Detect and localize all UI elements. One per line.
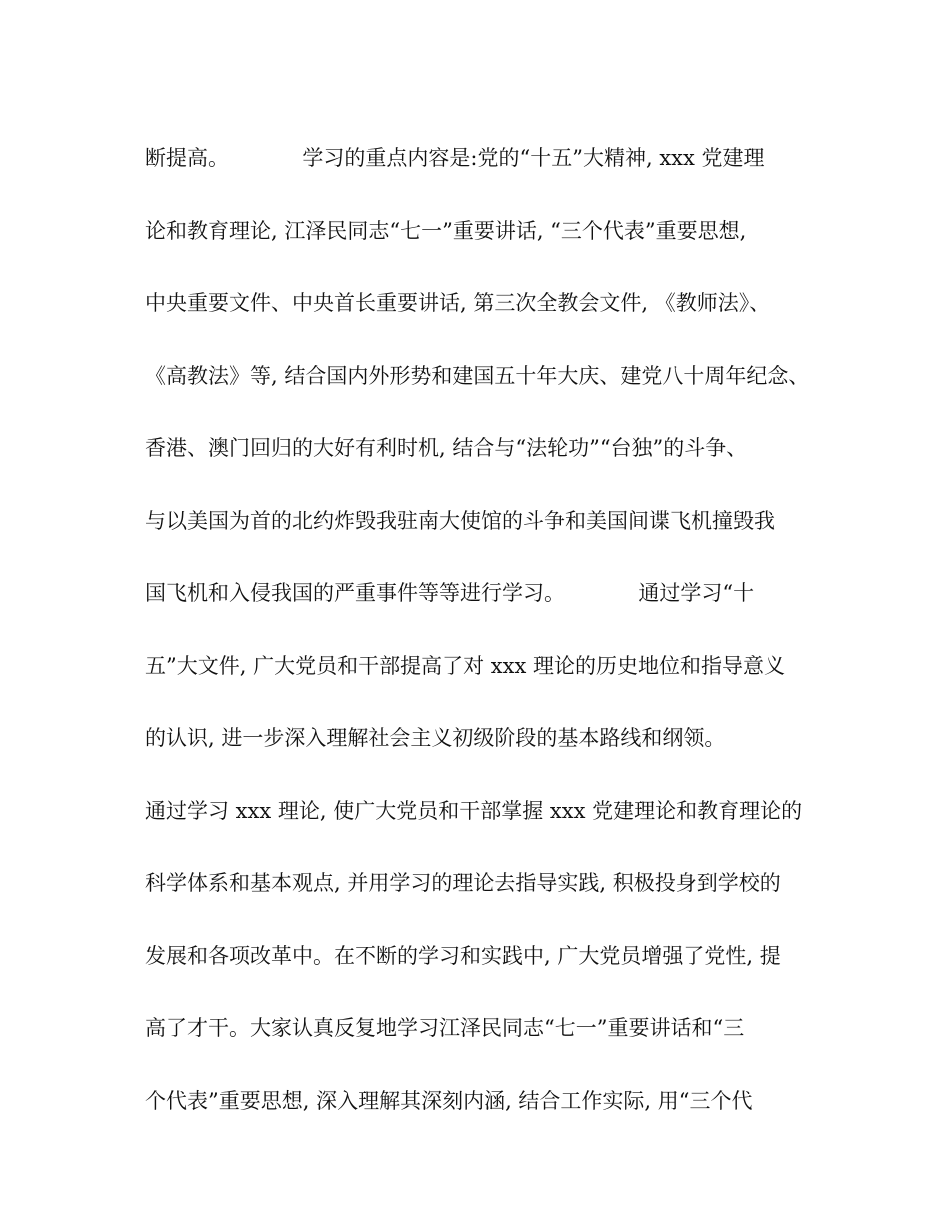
text-line-10: 通过学习 xxx 理论, 使广大党员和干部掌握 xxx 党建理论和教育理论的 <box>145 798 803 823</box>
text-line-1: 断提高。 学习的重点内容是:党的“十五”大精神, xxx 党建理 <box>145 146 765 170</box>
text-line-6: 与以美国为首的北约炸毁我驻南大使馆的斗争和美国间谍飞机撞毁我 <box>145 508 775 533</box>
text-line-4: 《高教法》等, 结合国内外形势和建国五十年大庆、建党八十周年纪念、 <box>145 363 810 388</box>
text-line-14: 个代表”重要思想, 深入理解其深刻内涵, 结合工作实际, 用“三个代 <box>145 1088 753 1113</box>
body-text <box>145 122 845 1137</box>
text-line-7: 国飞机和入侵我国的严重事件等等进行学习。 通过学习“十 <box>145 581 755 605</box>
text-line-13: 高了才干。大家认真反复地学习江泽民同志“七一”重要讲话和“三 <box>145 1016 745 1040</box>
text-line-11: 科学体系和基本观点, 并用学习的理论去指导实践, 积极投身到学校的 <box>145 871 781 895</box>
text-line-8: 五”大文件, 广大党员和干部提高了对 xxx 理论的历史地位和指导意义 <box>145 653 785 678</box>
text-line-2: 论和教育理论, 江泽民同志“七一”重要讲话, “三个代表”重要思想, <box>145 218 747 243</box>
text-line-12: 发展和各项改革中。在不断的学习和实践中, 广大党员增强了党性, 提 <box>145 943 781 968</box>
text-line-3: 中央重要文件、中央首长重要讲话, 第三次全教会文件, 《教师法》、 <box>145 291 771 315</box>
text-line-5: 香港、澳门回归的大好有利时机, 结合与“法轮功”“台独”的斗争、 <box>145 436 748 460</box>
text-line-9: 的认识, 进一步深入理解社会主义初级阶段的基本路线和纲领。 <box>145 726 726 750</box>
